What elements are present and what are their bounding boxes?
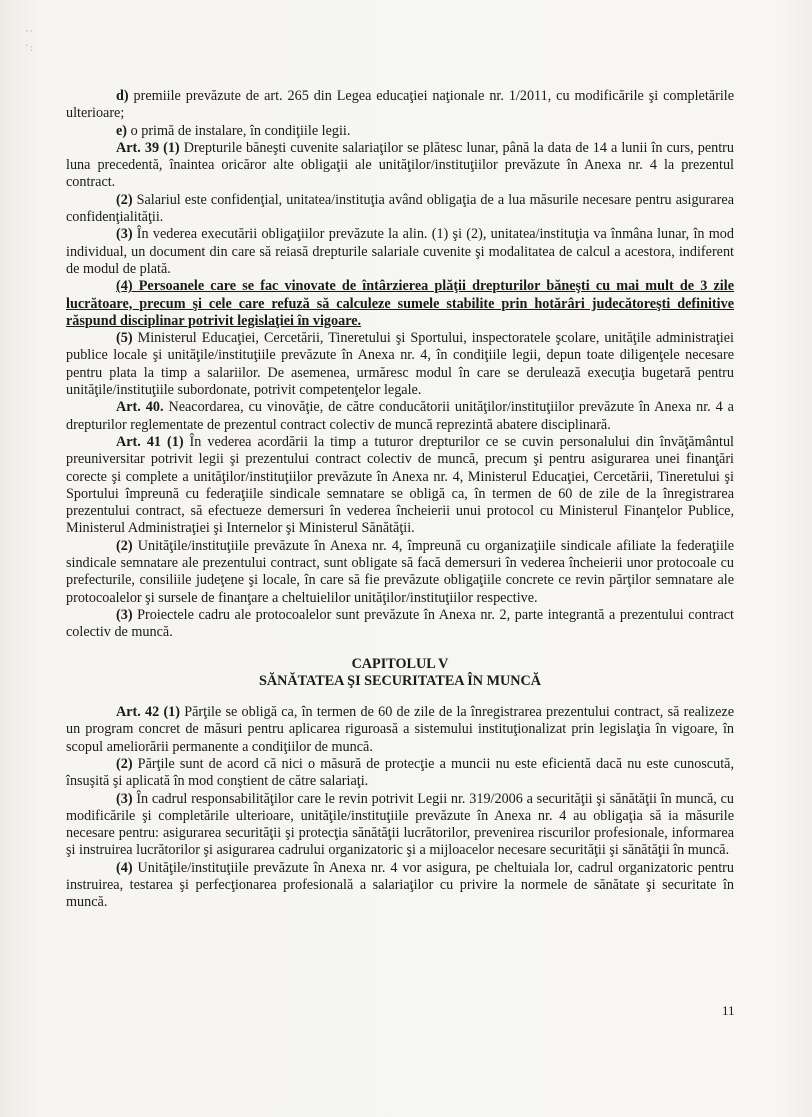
paragraph-lead: e)	[116, 122, 128, 139]
paragraph-lead: d)	[116, 88, 129, 104]
paragraph-p-e	[66, 123, 734, 140]
paragraph-text: În vederea acordării la timp a tuturor drepturilor ce se cuvin personalului din învăţământul preuniversitar potrivit legii şi prezentului contract colectiv de muncă, precum şi pentru asigurarea unei finanţări corecte şi complete a unităţilor/instituţiilor prevăzute în Anexa nr. 4, Ministerul Educaţiei, Cercetării, Tineretului şi Sportului împreună cu federaţiile sindicale semnatare se obligă ca, în termen de 60 de zile de la înregistrarea prezentului contract, să efectueze demersuri în vederea încheierii unui protocol cu Ministerul Finanţelor Publice, Ministerul Administraţiei şi Internelor şi Ministerul Sănătăţii.	[66, 433, 734, 537]
paragraph-lead: (3)	[116, 790, 133, 807]
paragraph-text: o primă de instalare, în condiţiile legii.	[127, 122, 351, 139]
paragraph-text: Salariul este confidenţial, unitatea/instituţia având obligaţia de a lua măsurile necesare pentru asigurarea confidenţialităţii.	[66, 191, 734, 226]
paragraph-lead: (2)	[116, 537, 133, 554]
paragraph-p-a42-4	[66, 860, 734, 912]
paragraph-lead: Art. 41 (1)	[116, 433, 184, 450]
paragraph-p-a42-2	[66, 756, 734, 791]
paragraph-lead: Art. 39 (1)	[116, 139, 180, 156]
paragraph-lead: Art. 42 (1)	[116, 704, 181, 721]
paragraph-text: În cadrul responsabilităţilor care le revin potrivit Legii nr. 319/2006 a securităţii şi sănătăţii în muncă, cu modificările şi completările ulterioare, unităţile/instituţiile prevăzute în Anexa nr. 4 au obligaţia să ia măsurile necesare pentru: asigurarea securităţii şi protecţia sănătăţii lucrătorilor, prevenirea riscurilor profesionale, informarea şi instruirea lucrătorilor şi asigurarea cadrului organizatoric şi a mijloacelor necesare securităţii şi sănătăţii în muncă.	[66, 790, 734, 859]
page-number: 11	[722, 1003, 735, 1018]
paragraph-text: În vederea executării obligaţiilor prevăzute la alin. (1) şi (2), unitatea/instituţia va înmâna lunar, în mod individual, un document din care să reiasă drepturile salariale cuvenite şi modalitatea de calcul a acestora, indiferent de modul de plată.	[66, 226, 734, 277]
scan-artifact: ' ' ' :	[26, 29, 34, 54]
paragraph-lead: (2)	[116, 755, 133, 772]
paragraph-text: Neacordarea, cu vinovăţie, de către conducătorii unităţilor/instituţiilor prevăzute în Anexa nr. 4 a drepturilor reglementate de prezentul contract colectiv de muncă reprezintă abatere disciplinară.	[66, 399, 734, 433]
paragraph-text: Părţile sunt de acord că nici o măsură de protecţie a muncii nu este eficientă dacă nu este cunoscută, însuşită şi aplicată în mod conştient de către salariaţi.	[66, 755, 734, 790]
paragraph-group-salary	[66, 88, 734, 642]
paragraph-group-health-safety	[66, 704, 734, 912]
paragraph-lead: (4)	[116, 859, 133, 876]
paragraph-p-a39-5	[66, 330, 734, 399]
chapter-title: SĂNĂTATEA ŞI SECURITATEA ÎN MUNCĂ	[259, 672, 541, 689]
paragraph-lead: (3)	[116, 606, 133, 623]
paragraph-p-a41-3	[66, 607, 734, 642]
paragraph-p-a39-4	[66, 278, 734, 330]
paragraph-p-a39-1	[66, 140, 734, 192]
paragraph-text: Ministerul Educaţiei, Cercetării, Tineretului şi Sportului, inspectoratele şcolare, unităţile administraţiei publice locale şi unităţile/instituţiile prevăzute în Anexa nr. 4, în condiţiile legii, depun toate diligenţele necesare pentru plata la timp a salariilor. De asemenea, urmăresc modul în care se derulează execuţia bugetară pentru unităţile/instituţiile subordonate, potrivit competenţelor legale.	[66, 330, 734, 399]
paragraph-p-d	[66, 88, 734, 123]
paragraph-text: premiile prevăzute de art. 265 din Legea educaţiei naţionale nr. 1/2011, cu modificările şi completările ulterioare;	[66, 88, 734, 122]
paragraph-p-a40	[66, 399, 734, 434]
paragraph-lead: (2)	[116, 191, 133, 208]
paragraph-p-a42-1	[66, 704, 734, 756]
underlined-paragraph-text: (4) Persoanele care se fac vinovate de întârzierea plăţii drepturilor băneşti cu mai mult de 3 zile lucrătoare, precum şi cele care refuză să calculeze sumele stabilite prin hotărâri judecătoreşti definitive răspund disciplinar potrivit legislaţiei în vigoare.	[66, 278, 734, 329]
paragraph-text: Unităţile/instituţiile prevăzute în Anexa nr. 4 vor asigura, pe cheltuiala lor, cadrul organizatoric pentru instruirea, testarea şi perfecţionarea profesională a salariaţilor cu privire la normele de sănătate şi securitate în muncă.	[66, 859, 734, 911]
paragraph-p-a42-3	[66, 791, 734, 860]
paragraph-lead: Art. 40.	[116, 399, 164, 416]
chapter-number: CAPITOLUL V	[351, 655, 449, 672]
paragraph-text: Unităţile/instituţiile prevăzute în Anexa nr. 4, împreună cu organizaţiile sindicale afiliate la federaţiile sindicale semnatare ale prezentului contract, sunt obligate să facă demersuri în vederea încheierii unor protocoale cu prefecturile, consiliile judeţene şi locale, în care să fie prevăzute obligaţiile concrete ce revin părţilor semnatare ale protocoalelor şi sursele de finanţare a cheltuielilor unităţilor/instituţiilor respective.	[66, 537, 734, 606]
paragraph-text: Proiectele cadru ale protocoalelor sunt prevăzute în Anexa nr. 2, parte integrantă a prezentului contract colectiv de muncă.	[66, 606, 734, 641]
paragraph-p-a39-2	[66, 192, 734, 227]
paragraph-p-a41-2	[66, 538, 734, 607]
paragraph-lead: (3)	[116, 226, 133, 243]
paragraph-p-a41-1	[66, 434, 734, 538]
paragraph-text: Drepturile băneşti cuvenite salariaţilor se plătesc lunar, până la data de 14 a lunii în curs, pentru luna precedentă, înaintea oricăror alte obligaţii ale unităţilor/instituţiilor prevăzute în Anexa nr. 4 la prezentul contract.	[66, 139, 734, 191]
document-body	[66, 88, 734, 912]
paragraph-p-a39-3	[66, 226, 734, 278]
paragraph-lead: (5)	[116, 330, 133, 347]
paragraph-text: Părţile se obligă ca, în termen de 60 de zile de la înregistrarea prezentului contract, să realizeze un program concret de măsuri pentru aplicarea riguroasă a sistemului instituţionalizat prin legislaţia în vigoare, în scopul ameliorării permanente a condiţiilor de muncă.	[66, 704, 734, 755]
